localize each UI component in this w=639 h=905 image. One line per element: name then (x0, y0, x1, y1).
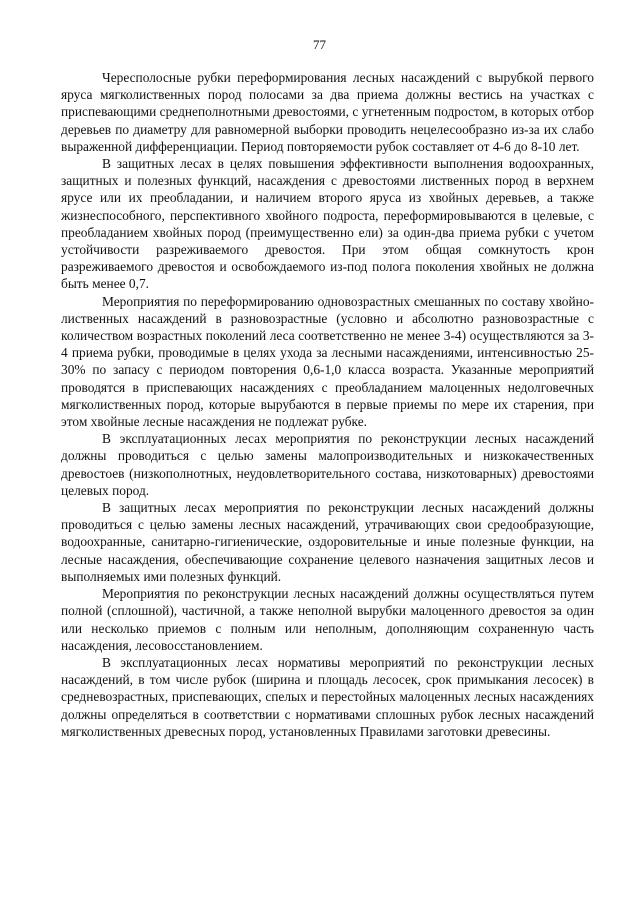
paragraph-uneven-aged-reformation: Мероприятия по переформированию одновозрастных смешанных по составу хвойно-лиственных насаждений в разновозрастные (условно и абсолютно разновозрастные с количеством возрастных поколений леса соответственно не менее 3-4) осуществляются за 3-4 приема рубки, проводимые в целях ухода за лесными насаждениями, интенсивностью 25-30% по запасу с периодом повторения 0,6-1,0 класса возраста. Указанные мероприятий проводятся в приспевающих насаждениях с преобладанием малоценных недолговечных мягколиственных пород, которые вырубаются в первые приемы по мере их старения, при этом хвойные лесные насаждения не подлежат рубке. (61, 293, 594, 430)
paragraph-protective-forests-reformation: В защитных лесах в целях повышения эффективности выполнения водоохранных, защитных и полезных функций, насаждения с древостоями лиственных пород в верхнем ярусе или их преобладании, и наличием второго яруса из хвойных деревьев, а также жизнеспособного, перспективного хвойного подроста, переформировываются в целевые, с преобладанием хвойных пород (преимущественно ели) за один-два приема рубки с учетом устойчивости разреживаемого древостоя. При этом общая сомкнутость крон разреживаемого древостоя и освобождаемого из-под полога поколения хвойных не должна быть менее 0,7. (61, 156, 594, 292)
body-text (61, 69, 594, 740)
paragraph-exploitation-reconstruction: В эксплуатационных лесах мероприятия по реконструкции лесных насаждений должны проводиться с целью замены малопроизводительных и низкокачественных древостоев (низкополнотных, неудовлетворительного состава, низкотоварных) древостоями целевых пород. (61, 431, 594, 498)
paragraph-reconstruction-methods: Мероприятия по реконструкции лесных насаждений должны осуществляться путем полной (сплошной), частичной, а также неполной вырубки малоценного древостоя за один или несколько приемов с полным или неполным, дополняющим сохраненную часть насаждения, лесовосстановлением. (61, 586, 594, 653)
paragraph-strip-cutting: Чересполосные рубки переформирования лесных насаждений с вырубкой первого яруса мягколиственных пород полосами за два приема должны вестись на участках с приспевающими среднеполнотными древостоями, с угнетенным подростом, в которых отбор деревьев по диаметру для равномерной выборки проводить нецелесообразно из-за их слабо выраженной дифференциации. Период повторяемости рубок составляет от 4-6 до 8-10 лет. (61, 70, 594, 154)
page-number: 77 (313, 37, 326, 52)
paragraph-protective-reconstruction: В защитных лесах мероприятия по реконструкции лесных насаждений должны проводиться с целью замены лесных насаждений, утрачивающих свои средообразующие, водоохранные, санитарно-гигиенические, оздоровительные и иные полезные функции, на лесные насаждения, обеспечивающие сохранение целевого назначения защитных лесов и выполняемых ими полезных функций. (61, 500, 594, 584)
paragraph-reconstruction-norms: В эксплуатационных лесах нормативы мероприятий по реконструкции лесных насаждений, в том числе рубок (ширина и площадь лесосек, срок примыкания лесосек) в средневозрастных, приспевающих, спелых и перестойных малоценных лесных насаждениях должны определяться в соответствии с нормативами сплошных рубок лесных насаждений мягколиственных древесных пород, установленных Правилами заготовки древесины. (61, 654, 594, 739)
